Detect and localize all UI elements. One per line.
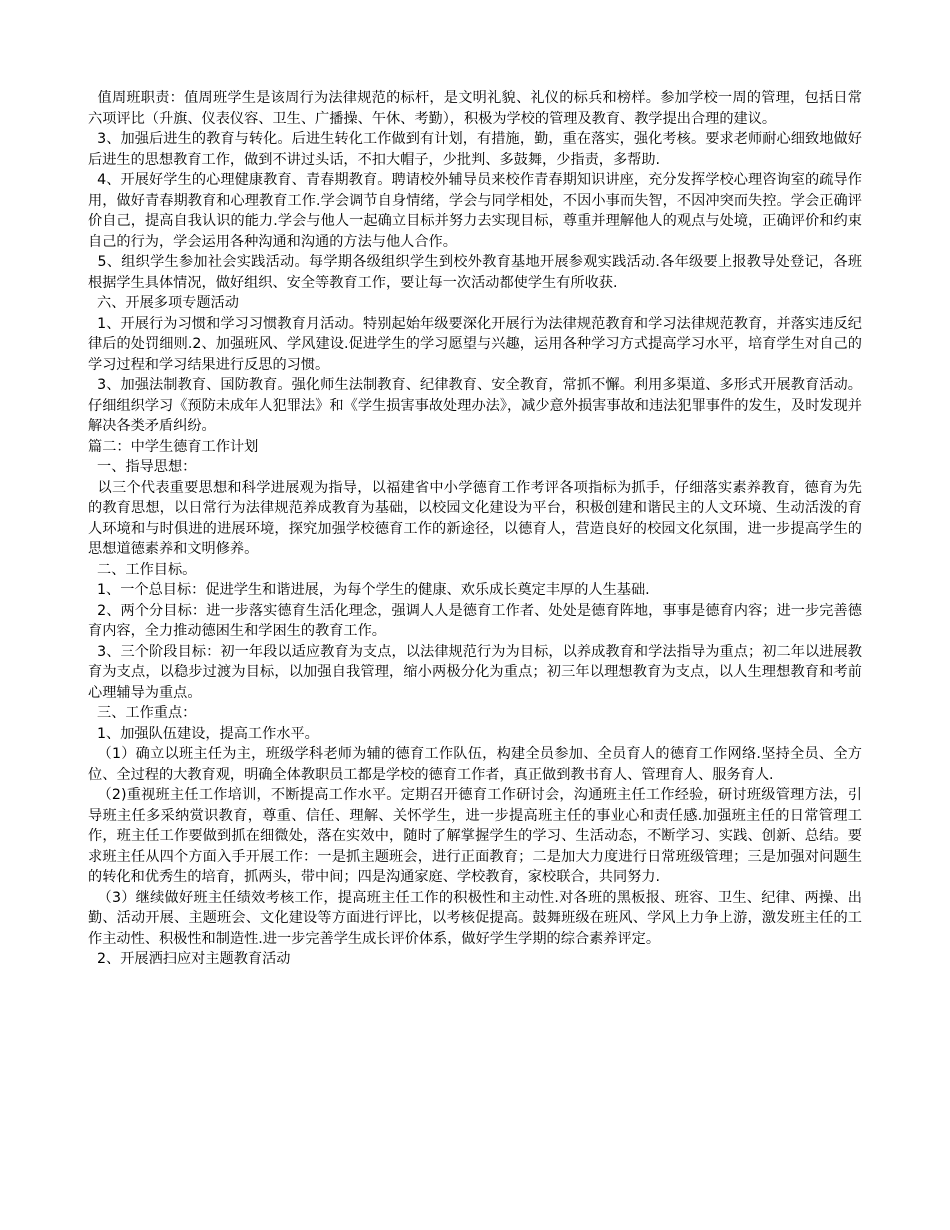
section-heading: 一、指导思想： — [88, 459, 197, 475]
paragraph: 3、加强后进生的教育与转化。后进生转化工作做到有计划，有措施，勤，重在落实，强化考核。要求老师耐心细致地做好后进生的思想教育工作，做到不讲过头话，不扣大帽子，少批判、多鼓舞，少指责，多帮助. — [88, 131, 862, 168]
section-heading: 六、开展多项专题活动 — [88, 295, 239, 311]
paragraph: 3、三个阶段目标：初一年段以适应教育为支点，以法律规范行为为目标，以养成教育和学法指导为重点；初二年以进展教育为支点，以稳步过渡为目标，以加强自我管理，缩小两极分化为重点；初三年以理想教育为支点，以人生理想教育和考前心理辅导为重点。 — [88, 643, 862, 701]
paragraph: 2、两个分目标：进一步落实德育生活化理念，强调人人是德育工作者、处处是德育阵地，事事是德育内容；进一步完善德育内容，全力推动德困生和学困生的教育工作。 — [88, 602, 862, 639]
paragraph: 1、一个总目标：促进学生和谐进展，为每个学生的健康、欢乐成长奠定丰厚的人生基础. — [88, 582, 650, 598]
paragraph: 4、开展好学生的心理健康教育、青春期教育。聘请校外辅导员来校作青春期知识讲座，充分发挥学校心理咨询室的疏导作用，做好青春期教育和心理教育工作.学会调节自身情绪，学会与同学相处，不因小事而失智，不因冲突而失控。学会正确评价自己，提高自我认识的能力.学会与他人一起确立目标并努力去实现目标，尊重并理解他人的观点与处境，正确评价和约束自己的行为，学会运用各种沟通和沟通的方法与他人合作。 — [88, 172, 862, 250]
paragraph: （2)重视班主任工作培训，不断提高工作水平。定期召开德育工作研讨会，沟通班主任工作经验，研讨班级管理方法，引导班主任多采纳赏识教育，尊重、信任、理解、关怀学生，进一步提高班主任的事业心和责任感.加强班主任的日常管理工作，班主任工作要做到抓在细微处，落在实效中，随时了解掌握学生的学习、生活动态，不断学习、实践、创新、总结。要求班主任从四个方面入手开展工作：一是抓主题班会，进行正面教育；二是加大力度进行日常班级管理；三是加强对问题生的转化和优秀生的培育，抓两头，带中间；四是沟通家庭、学校教育，家校联合，共同努力. — [88, 787, 862, 885]
paragraph: 1、加强队伍建设，提高工作水平。 — [88, 725, 319, 742]
paragraph: 1、开展行为习惯和学习习惯教育月活动。特别起始年级要深化开展行为法律规范教育和学习法律规范教育，并落实违反纪律后的处罚细则.2、加强班风、学风建设.促进学生的学习愿望与兴趣，运用各种学习方式提高学习水平，培育学生对自己的学习过程和学习结果进行反思的习惯。 — [88, 315, 862, 373]
document-page — [88, 88, 862, 970]
paragraph: （1）确立以班主任为主，班级学科老师为辅的德育工作队伍，构建全员参加、全员育人的德育工作网络.坚持全员、全方位、全过程的大教育观，明确全体教职员工都是学校的德育工作者，真正做到教书育人、管理育人、服务育人. — [88, 746, 862, 783]
paragraph: 3、加强法制教育、国防教育。强化师生法制教育、纪律教育、安全教育，常抓不懈。利用多渠道、多形式开展教育活动。仔细组织学习《预防未成年人犯罪法》和《学生损害事故处理办法》，减少意外损害事故和违法犯罪事件的发生，及时发现并解决各类矛盾纠纷。 — [88, 377, 862, 434]
paragraph: 2、开展洒扫应对主题教育活动 — [88, 951, 291, 967]
paragraph: 5、组织学生参加社会实践活动。每学期各级组织学生到校外教育基地开展参观实践活动.各年级要上报教导处登记，各班根据学生具体情况，做好组织、安全等教育工作，要让每一次活动都使学生有所收获. — [88, 254, 862, 291]
section-heading: 二、工作目标。 — [88, 561, 197, 578]
article-title: 篇二：中学生德育工作计划 — [88, 438, 259, 455]
section-heading: 三、工作重点： — [88, 705, 197, 721]
paragraph: 值周班职责：值周班学生是该周行为法律规范的标杆，是文明礼貌、礼仪的标兵和榜样。参加学校一周的管理，包括日常六项评比（升旗、仪表仪容、卫生、广播操、午休、考勤），积极为学校的管理及教育、教学提出合理的建议。 — [88, 90, 862, 127]
paragraph: 以三个代表重要思想和科学进展观为指导，以福建省中小学德育工作考评各项指标为抓手，仔细落实素养教育，德育为先的教育思想，以日常行为法律规范养成教育为基础，以校园文化建设为平台，积极创建和谐民主的人文环境、生动活泼的育人环境和与时俱进的进展环境，探究加强学校德育工作的新途径，以德育人，营造良好的校园文化氛围，进一步提高学生的思想道德素养和文明修养。 — [88, 479, 862, 557]
paragraph: （3）继续做好班主任绩效考核工作，提高班主任工作的积极性和主动性.对各班的黑板报、班容、卫生、纪律、两操、出勤、活动开展、主题班会、文化建设等方面进行评比，以考核促提高。鼓舞班级在班风、学风上力争上游，激发班主任的工作主动性、积极性和制造性.进一步完善学生成长评价体系，做好学生学期的综合素养评定。 — [88, 889, 862, 947]
